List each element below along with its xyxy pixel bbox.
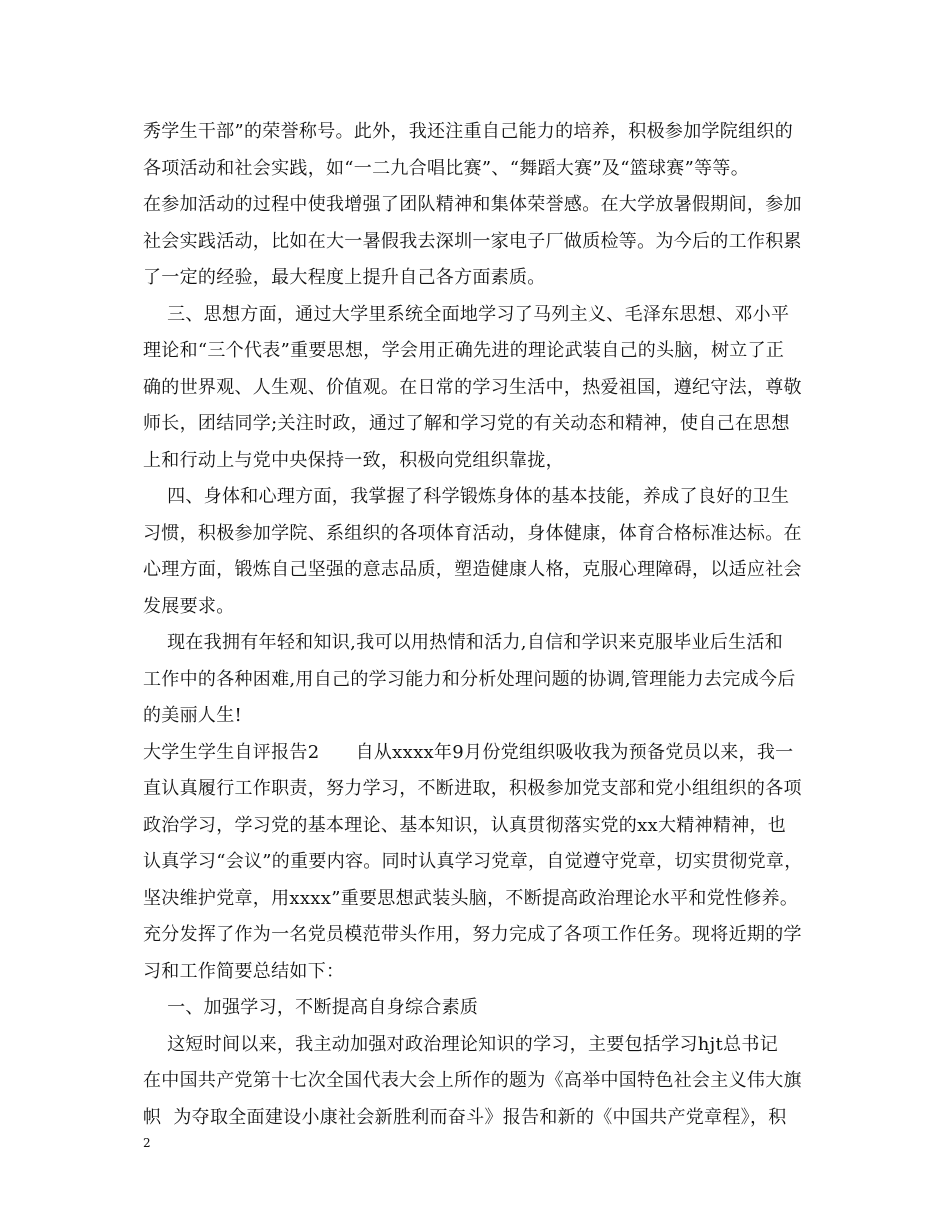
text-line: 大学生学生自评报告2 自从xxxx年9月份党组织吸收我为预备党员以来，我一 — [143, 741, 794, 763]
text-line: 充分发挥了作为一名党员模范带头作用，努力完成了各项工作任务。现将近期的学 — [143, 924, 802, 945]
text-line: 坚决维护党章，用xxxx”重要思想武装头脑，不断提高政治理论水平和党性修养。 — [143, 887, 799, 909]
text-line: 习和工作简要总结如下： — [143, 960, 345, 982]
text-line: 习惯，积极参加学院、系组织的各项体育活动，身体健康，体育合格标准达标。在 — [143, 522, 802, 544]
text-line: 秀学生干部”的荣誉称号。此外，我还注重自己能力的培养，积极参加学院组织的 — [143, 121, 793, 142]
text-line: 发展要求。 — [143, 595, 235, 617]
page-number: 2 — [143, 1136, 151, 1150]
text-line: 师长，团结同学;关注时政，通过了解和学习党的有关动态和精神，使自己在思想 — [143, 413, 790, 434]
text-line: 在中国共产党第十七次全国代表大会上所作的题为《高举中国特色社会主义伟大旗 — [143, 1070, 802, 1091]
text-line: 了一定的经验，最大程度上提升自己各方面素质。 — [143, 267, 546, 288]
text-line: 在参加活动的过程中使我增强了团队精神和集体荣誉感。在大学放暑假期间，参加 — [143, 194, 802, 215]
text-line: 现在我拥有年轻和知识,我可以用热情和活力,自信和学识来克服毕业后生活和 — [143, 632, 784, 653]
text-line: 四、身体和心理方面，我掌握了科学锻炼身体的基本技能，养成了良好的卫生 — [143, 486, 790, 507]
text-line: 确的世界观、人生观、价值观。在日常的学习生活中，热爱祖国，遵纪守法，尊敬 — [143, 376, 802, 398]
text-line: 的美丽人生! — [143, 705, 243, 726]
text-line: 心理方面，锻炼自己坚强的意志品质，塑造健康人格，克服心理障碍，以适应社会 — [143, 559, 802, 580]
text-line: 三、思想方面，通过大学里系统全面地学习了马列主义、毛泽东思想、邓小平 — [143, 303, 790, 325]
text-line: 社会实践活动，比如在大一暑假我去深圳一家电子厂做质检等。为今后的工作积累 — [143, 230, 802, 252]
text-line: 理论和“三个代表”重要思想，学会用正确先进的理论武装自己的头脑，树立了正 — [143, 340, 785, 361]
text-line: 直认真履行工作职责，努力学习，不断进取，积极参加党支部和党小组组织的各项 — [143, 778, 802, 799]
text-line: 一、加强学习，不断提高自身综合素质 — [143, 997, 479, 1018]
text-line: 这短时间以来，我主动加强对政治理论知识的学习，主要包括学习hjt总书记 — [143, 1033, 778, 1055]
text-line: 工作中的各种困难,用自己的学习能力和分析处理问题的协调,管理能力去完成今后 — [143, 668, 796, 690]
text-line: 认真学习“会议”的重要内容。同时认真学习党章，自觉遵守党章，切实贯彻党章， — [143, 851, 803, 872]
body-text — [143, 114, 823, 1136]
text-line: 各项活动和社会实践，如“一二九合唱比赛”、“舞蹈大赛”及“篮球赛”等等。 — [143, 157, 750, 179]
text-line: 政治学习，学习党的基本理论、基本知识，认真贯彻落实党的xx大精神精神，也 — [143, 814, 787, 836]
text-line: 上和行动上与党中央保持一致，积极向党组织靠拢， — [143, 449, 564, 471]
text-line: 帜 为夺取全面建设小康社会新胜利而奋斗》报告和新的《中国共产党章程》，积 — [143, 1106, 787, 1128]
